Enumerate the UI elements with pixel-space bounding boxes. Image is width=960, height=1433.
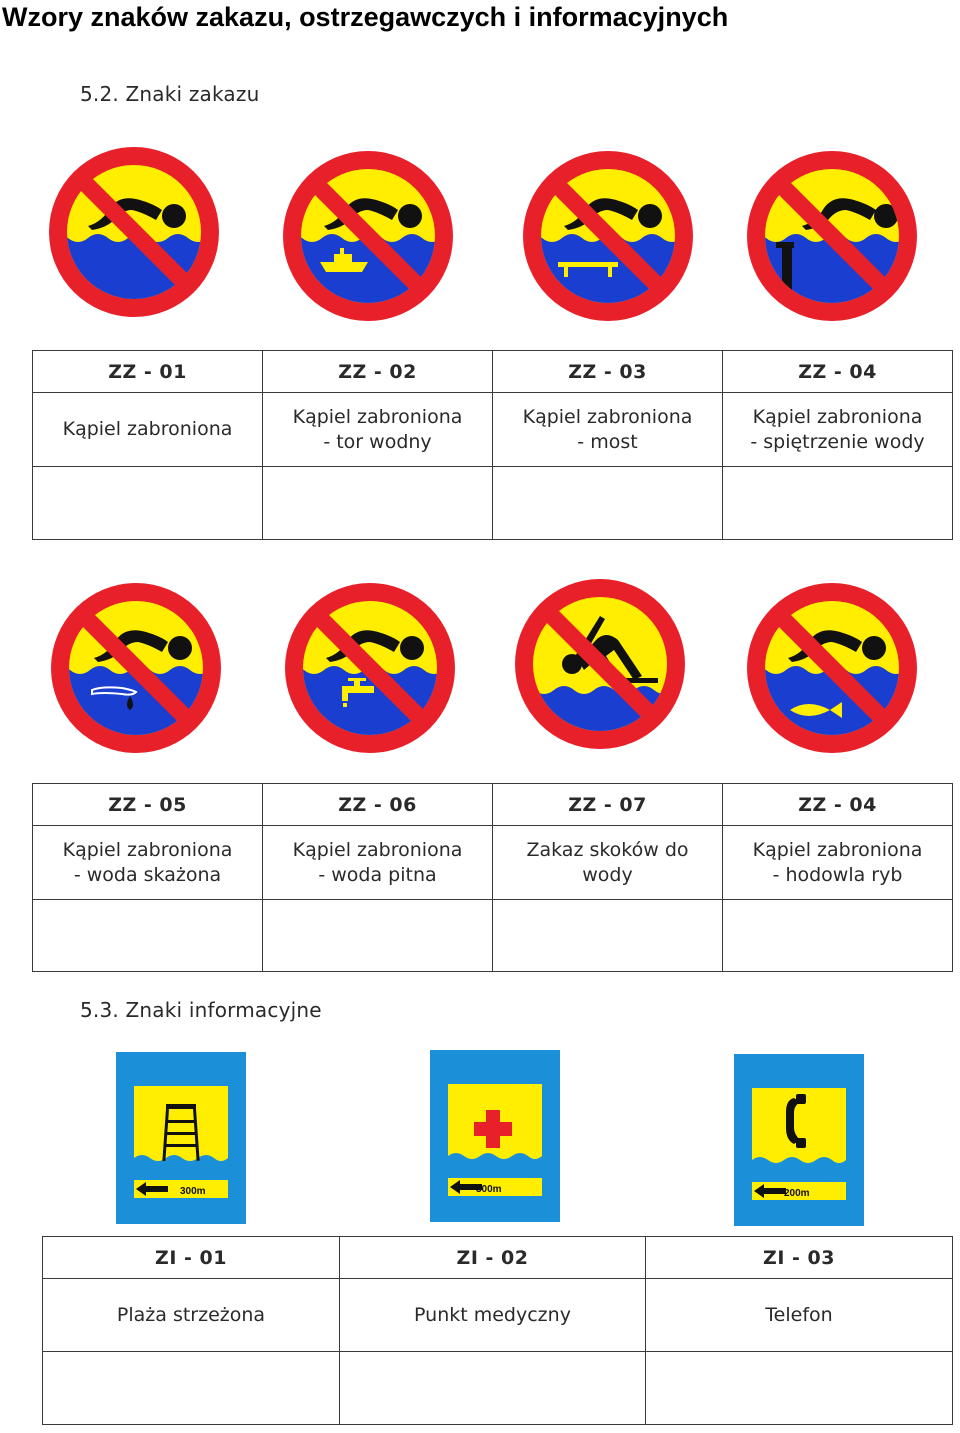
- blank-cell: [33, 900, 263, 972]
- sign-zi-02: [430, 1050, 560, 1222]
- sign-code: ZI - 01: [43, 1237, 340, 1279]
- sign-zz-04-fish: [746, 582, 918, 754]
- sign-code: ZI - 02: [340, 1237, 646, 1279]
- blank-cell: [646, 1352, 953, 1425]
- sign-name: Punkt medyczny: [340, 1279, 646, 1352]
- sign-name: Plaża strzeżona: [43, 1279, 340, 1352]
- sign-name: Zakaz skoków do wody: [493, 826, 723, 900]
- sign-name: Kąpiel zabroniona - woda pitna: [263, 826, 493, 900]
- sign-code: ZZ - 02: [263, 351, 493, 393]
- blank-cell: [493, 467, 723, 540]
- sign-zz-02: [282, 150, 454, 322]
- blank-cell: [263, 467, 493, 540]
- sign-name: Kąpiel zabroniona - spiętrzenie wody: [723, 393, 953, 467]
- prohibition-table-2: [32, 783, 953, 972]
- sign-code: ZZ - 04: [723, 784, 953, 826]
- sign-zz-03: [522, 150, 694, 322]
- sign-code: ZZ - 05: [33, 784, 263, 826]
- blank-cell: [43, 1352, 340, 1425]
- blank-cell: [263, 900, 493, 972]
- sign-code: ZZ - 07: [493, 784, 723, 826]
- sign-zz-01: [48, 146, 220, 318]
- sign-code: ZZ - 03: [493, 351, 723, 393]
- information-table: [42, 1236, 953, 1425]
- distance-label: 300m: [180, 1186, 206, 1197]
- sign-code: ZZ - 04: [723, 351, 953, 393]
- section-heading-information: 5.3. Znaki informacyjne: [80, 998, 322, 1022]
- sign-zz-07: [514, 578, 686, 750]
- distance-label: 300m: [476, 1184, 502, 1195]
- sign-name: Kąpiel zabroniona - hodowla ryb: [723, 826, 953, 900]
- sign-name: Telefon: [646, 1279, 953, 1352]
- sign-zz-06: [284, 582, 456, 754]
- sign-zi-01: [116, 1052, 246, 1224]
- sign-code: ZI - 03: [646, 1237, 953, 1279]
- blank-cell: [493, 900, 723, 972]
- prohibition-table-1: [32, 350, 953, 540]
- sign-code: ZZ - 01: [33, 351, 263, 393]
- distance-label: 200m: [784, 1188, 810, 1199]
- sign-code: ZZ - 06: [263, 784, 493, 826]
- page-title: Wzory znaków zakazu, ostrzegawczych i informacyjnych: [2, 2, 729, 32]
- sign-name: Kąpiel zabroniona: [33, 393, 263, 467]
- blank-cell: [340, 1352, 646, 1425]
- sign-name: Kąpiel zabroniona - woda skażona: [33, 826, 263, 900]
- sign-zi-03: [734, 1054, 864, 1226]
- sign-zz-05: [50, 582, 222, 754]
- blank-cell: [33, 467, 263, 540]
- section-heading-prohibition: 5.2. Znaki zakazu: [80, 82, 260, 106]
- blank-cell: [723, 467, 953, 540]
- sign-zz-04: [746, 150, 918, 322]
- blank-cell: [723, 900, 953, 972]
- sign-name: Kąpiel zabroniona - most: [493, 393, 723, 467]
- sign-name: Kąpiel zabroniona - tor wodny: [263, 393, 493, 467]
